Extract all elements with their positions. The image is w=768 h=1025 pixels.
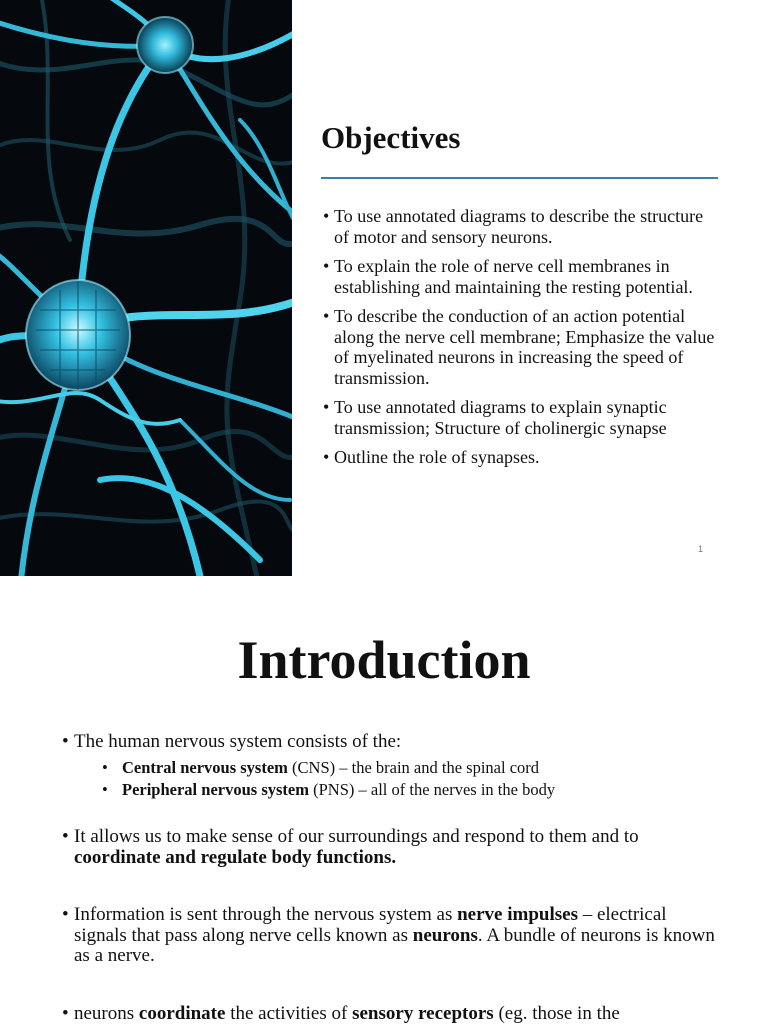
text-run: Information is sent through the nervous system as — [74, 904, 458, 925]
intro-paragraph-1 — [62, 732, 722, 801]
intro-bullet — [62, 905, 722, 967]
term-neurons: neurons — [412, 924, 478, 946]
intro-paragraph-4 — [62, 1004, 722, 1025]
text-run: the activities of — [225, 1003, 353, 1024]
intro-bullet — [62, 827, 722, 868]
emphasis-run: coordinate and regulate body functions. — [74, 846, 397, 868]
term-cns: Central nervous system — [122, 757, 288, 777]
term-sensory-receptors: sensory receptors — [352, 1003, 494, 1024]
title-divider — [321, 177, 718, 179]
term-pns: Peripheral nervous system — [122, 779, 309, 799]
intro-paragraph-2 — [62, 827, 722, 868]
term-coordinate: coordinate — [138, 1003, 226, 1024]
intro-bullet — [62, 1004, 722, 1025]
text-run: (eg. those in the — [493, 1003, 620, 1024]
sub-item-cns — [102, 757, 722, 779]
objective-item: • To use annotated diagrams to describe the structure of motor and sensory neurons. — [320, 206, 720, 247]
term-nerve-impulses: nerve impulses — [457, 904, 578, 925]
text-run: It allows us to make sense of our surroundings and respond to them and to — [74, 826, 639, 847]
objective-item: • To use annotated diagrams to explain synaptic transmission; Structure of cholinergic synapse — [320, 397, 720, 438]
objective-item: • Outline the role of synapses. — [320, 447, 720, 468]
pns-description: (PNS) – all of the nerves in the body — [308, 779, 556, 799]
introduction-slide — [0, 576, 768, 1024]
introduction-title: Introduction — [237, 630, 531, 690]
objective-item: • To describe the conduction of an action potential along the nerve cell membrane; Emphasize the value of myelinated neurons in increasing the speed of transmission. — [320, 306, 720, 389]
neuron-network-image — [0, 0, 292, 576]
objectives-list — [320, 206, 720, 476]
sub-item-pns — [102, 779, 722, 801]
bullet-text: The human nervous system consists of the: — [74, 731, 402, 752]
text-run: – electrical signals that pass along nerve cells known as — [74, 904, 667, 946]
objective-item: • To explain the role of nerve cell membranes in establishing and maintaining the resting potential. — [320, 256, 720, 297]
text-run: neurons — [74, 1003, 139, 1024]
intro-bullet — [62, 732, 722, 753]
nervous-system-sublist — [62, 757, 722, 801]
intro-paragraph-3 — [62, 905, 722, 967]
page-number: 1 — [698, 544, 704, 554]
text-run: . A bundle of neurons is known as a nerve. — [74, 924, 715, 967]
neuron-network-icon — [0, 0, 292, 576]
objectives-title: Objectives — [321, 120, 461, 155]
cns-description: (CNS) – the brain and the spinal cord — [287, 757, 540, 777]
